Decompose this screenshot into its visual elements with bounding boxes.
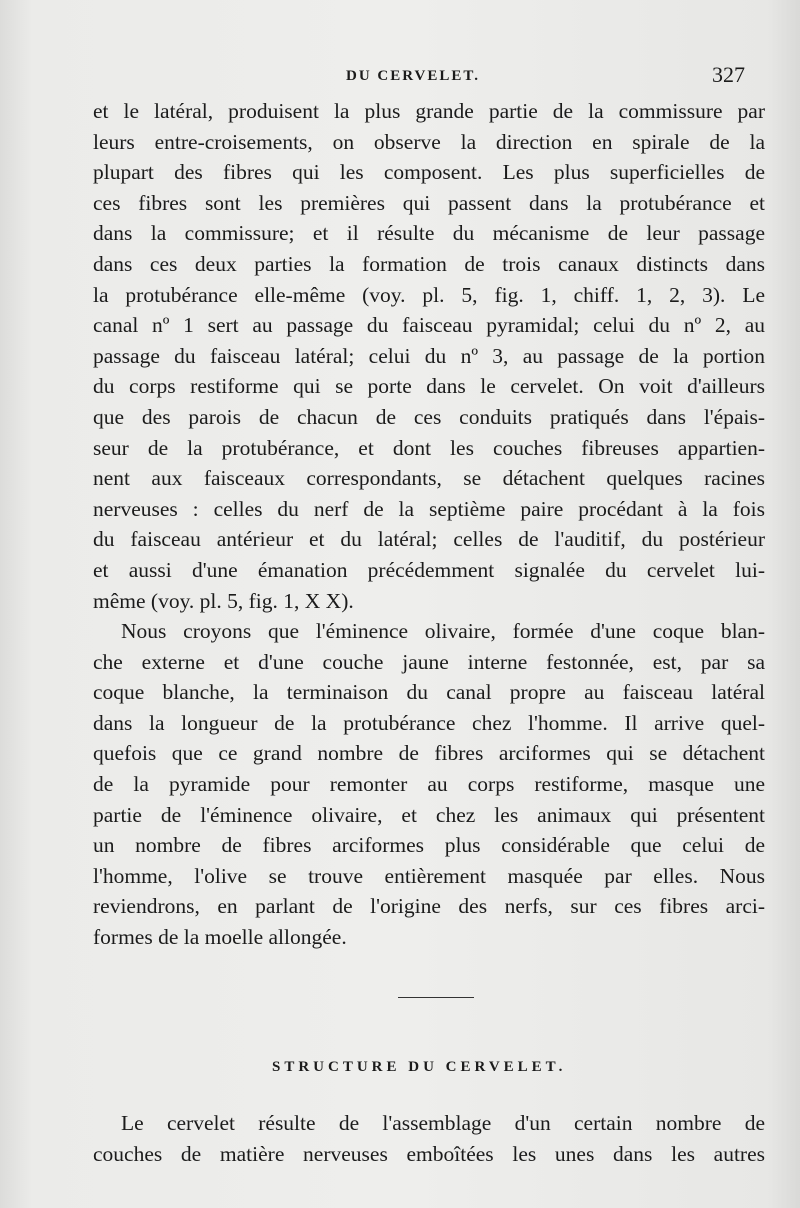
text-line: du faisceau antérieur et du latéral; celles de l'auditif, du postérieur xyxy=(93,527,765,552)
text-line: Nous croyons que l'éminence olivaire, formée d'une coque blan- xyxy=(121,619,765,644)
text-line: et aussi d'une émanation précédemment signalée du cervelet lui- xyxy=(93,557,765,582)
text-line: dans ces deux parties la formation de trois canaux distincts dans xyxy=(93,251,765,276)
page-number: 327 xyxy=(712,62,745,87)
text-line: couches de matière nerveuses emboîtées les unes dans les autres xyxy=(93,1141,765,1166)
text-line: la protubérance elle-même (voy. pl. 5, fig. 1, chiff. 1, 2, 3). Le xyxy=(93,282,765,307)
text-line: nent aux faisceaux correspondants, se détachent quelques racines xyxy=(93,466,765,491)
text-line: Le cervelet résulte de l'assemblage d'un certain nombre de xyxy=(121,1111,765,1135)
section-body-text xyxy=(93,1108,765,1169)
page-header xyxy=(0,62,800,92)
text-line: de la pyramide pour remonter au corps restiforme, masque une xyxy=(93,772,765,797)
body-text xyxy=(93,96,765,953)
text-line: même (voy. pl. 5, fig. 1, X X). xyxy=(93,588,354,613)
text-line: dans la commissure; et il résulte du mécanisme de leur passage xyxy=(93,221,765,246)
text-line: leurs entre-croisements, on observe la direction en spirale de la xyxy=(93,129,765,154)
text-line: dans la longueur de la protubérance chez l'homme. Il arrive quel- xyxy=(93,710,765,735)
text-line: che externe et d'une couche jaune interne festonnée, est, par sa xyxy=(93,649,765,674)
text-line: passage du faisceau latéral; celui du nº 3, au passage de la portion xyxy=(93,343,765,368)
text-line: un nombre de fibres arciformes plus considérable que celui de xyxy=(93,833,765,858)
running-head: DU CERVELET. xyxy=(346,68,481,84)
text-line: et le latéral, produisent la plus grande partie de la commissure par xyxy=(93,99,765,123)
text-line: partie de l'éminence olivaire, et chez les animaux qui présentent xyxy=(93,802,765,827)
text-line: nerveuses : celles du nerf de la septième paire procédant à la fois xyxy=(93,496,765,521)
text-line: l'homme, l'olive se trouve entièrement masquée par elles. Nous xyxy=(93,863,765,888)
text-line: reviendrons, en parlant de l'origine des nerfs, sur ces fibres arci- xyxy=(93,894,765,919)
text-line: seur de la protubérance, et dont les couches fibreuses appartien- xyxy=(93,435,765,460)
text-line: ces fibres sont les premières qui passent dans la protubérance et xyxy=(93,190,765,215)
section-heading: STRUCTURE DU CERVELET. xyxy=(272,1059,567,1075)
text-line: formes de la moelle allongée. xyxy=(93,925,347,950)
text-line: que des parois de chacun de ces conduits pratiqués dans l'épais- xyxy=(93,404,765,429)
text-line: coque blanche, la terminaison du canal propre au faisceau latéral xyxy=(93,680,765,705)
text-line: plupart des fibres qui les composent. Les plus superficielles de xyxy=(93,160,765,185)
text-line: quefois que ce grand nombre de fibres arciformes qui se détachent xyxy=(93,741,765,766)
text-line: du corps restiforme qui se porte dans le cervelet. On voit d'ailleurs xyxy=(93,374,765,399)
text-line: canal nº 1 sert au passage du faisceau pyramidal; celui du nº 2, au xyxy=(93,313,765,338)
section-divider xyxy=(398,997,474,998)
